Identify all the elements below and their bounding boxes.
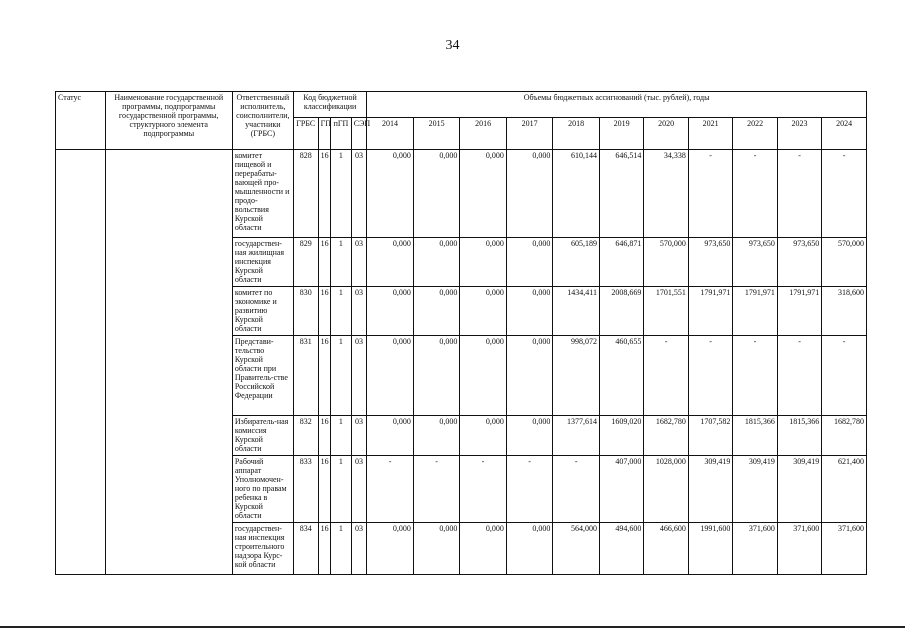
- code-cell: 1: [331, 238, 352, 287]
- value-cell: 0,000: [413, 287, 460, 336]
- code-cell: 16: [318, 238, 330, 287]
- value-cell: 0,000: [460, 336, 507, 416]
- value-cell: 371,600: [777, 523, 821, 575]
- value-cell: 1028,000: [644, 456, 688, 523]
- value-cell: -: [553, 456, 600, 523]
- value-cell: 0,000: [367, 416, 414, 456]
- executor-cell: Представи-тельство Курской области при Правитель-стве Российской Федерации: [232, 336, 293, 416]
- value-cell: 34,338: [644, 150, 688, 238]
- value-cell: 998,072: [553, 336, 600, 416]
- value-cell: 0,000: [413, 150, 460, 238]
- value-cell: 1701,551: [644, 287, 688, 336]
- value-cell: 1815,366: [777, 416, 821, 456]
- header-code-sep: СЭП: [351, 118, 367, 150]
- value-cell: 610,144: [553, 150, 600, 238]
- executor-cell: государствен-ная инспекция строительного надзора Курс-кой области: [232, 523, 293, 575]
- value-cell: 0,000: [413, 416, 460, 456]
- page-number: 34: [445, 38, 460, 53]
- value-cell: 407,000: [599, 456, 643, 523]
- value-cell: 0,000: [506, 523, 553, 575]
- code-cell: 833: [293, 456, 318, 523]
- code-cell: 16: [318, 336, 330, 416]
- code-cell: 03: [351, 150, 367, 238]
- value-cell: 0,000: [413, 238, 460, 287]
- value-cell: 1815,366: [733, 416, 777, 456]
- value-cell: 1791,971: [733, 287, 777, 336]
- header-code-grbs: ГРБС: [293, 118, 318, 150]
- value-cell: 0,000: [367, 336, 414, 416]
- header-year: 2020: [644, 118, 688, 150]
- value-cell: 466,600: [644, 523, 688, 575]
- value-cell: 494,600: [599, 523, 643, 575]
- code-cell: 03: [351, 523, 367, 575]
- code-cell: 16: [318, 416, 330, 456]
- code-cell: 1: [331, 416, 352, 456]
- value-cell: 1609,020: [599, 416, 643, 456]
- header-volume-group: Объемы бюджетных ассигнований (тыс. рублей), годы: [367, 92, 867, 118]
- header-year: 2021: [688, 118, 732, 150]
- code-cell: 830: [293, 287, 318, 336]
- code-cell: 1: [331, 456, 352, 523]
- value-cell: 0,000: [460, 523, 507, 575]
- code-cell: 03: [351, 238, 367, 287]
- code-cell: 834: [293, 523, 318, 575]
- code-cell: 828: [293, 150, 318, 238]
- value-cell: -: [777, 336, 821, 416]
- value-cell: 1791,971: [688, 287, 732, 336]
- code-cell: 16: [318, 456, 330, 523]
- value-cell: 973,650: [688, 238, 732, 287]
- value-cell: -: [460, 456, 507, 523]
- executor-cell: комитет по экономике и развитию Курской области: [232, 287, 293, 336]
- value-cell: 605,189: [553, 238, 600, 287]
- value-cell: 570,000: [644, 238, 688, 287]
- table-row: [56, 150, 867, 238]
- executor-cell: комитет пищевой и перерабаты-вающей про-мышленности и продо-вольствия Курской области: [232, 150, 293, 238]
- value-cell: 0,000: [506, 238, 553, 287]
- budget-table: [55, 91, 867, 575]
- value-cell: 0,000: [460, 416, 507, 456]
- value-cell: 646,871: [599, 238, 643, 287]
- value-cell: 0,000: [367, 150, 414, 238]
- executor-cell: Рабочий аппарат Уполномочен-ного по правам ребенка в Курской области: [232, 456, 293, 523]
- value-cell: 371,600: [822, 523, 867, 575]
- header-code-gp: ГП: [318, 118, 330, 150]
- value-cell: 0,000: [506, 287, 553, 336]
- status-cell: [56, 150, 106, 575]
- value-cell: 1707,582: [688, 416, 732, 456]
- value-cell: 973,650: [733, 238, 777, 287]
- header-code-pgp: пГП: [331, 118, 352, 150]
- value-cell: -: [688, 336, 732, 416]
- value-cell: 309,419: [688, 456, 732, 523]
- executor-cell: Избиратель-ная комиссия Курской области: [232, 416, 293, 456]
- header-year: 2023: [777, 118, 821, 150]
- header-year: 2016: [460, 118, 507, 150]
- value-cell: -: [733, 150, 777, 238]
- header-year: 2017: [506, 118, 553, 150]
- value-cell: 0,000: [367, 287, 414, 336]
- code-cell: 832: [293, 416, 318, 456]
- value-cell: 0,000: [413, 523, 460, 575]
- value-cell: 973,650: [777, 238, 821, 287]
- value-cell: 0,000: [367, 523, 414, 575]
- value-cell: -: [688, 150, 732, 238]
- code-cell: 03: [351, 416, 367, 456]
- value-cell: 2008,669: [599, 287, 643, 336]
- value-cell: 371,600: [733, 523, 777, 575]
- code-cell: 1: [331, 287, 352, 336]
- header-code-group: Код бюджетной классификации: [293, 92, 366, 118]
- value-cell: 1791,971: [777, 287, 821, 336]
- value-cell: 1434,411: [553, 287, 600, 336]
- value-cell: 0,000: [460, 150, 507, 238]
- value-cell: 0,000: [413, 336, 460, 416]
- value-cell: 1991,600: [688, 523, 732, 575]
- value-cell: -: [777, 150, 821, 238]
- header-year: 2018: [553, 118, 600, 150]
- header-year: 2014: [367, 118, 414, 150]
- header-year: 2024: [822, 118, 867, 150]
- value-cell: -: [644, 336, 688, 416]
- code-cell: 03: [351, 336, 367, 416]
- header-status: Статус: [56, 92, 106, 150]
- value-cell: 0,000: [506, 150, 553, 238]
- value-cell: 564,000: [553, 523, 600, 575]
- code-cell: 16: [318, 150, 330, 238]
- page-bottom-border: [0, 626, 905, 628]
- value-cell: 0,000: [506, 416, 553, 456]
- program-name-cell: [105, 150, 232, 575]
- header-year: 2019: [599, 118, 643, 150]
- value-cell: -: [822, 150, 867, 238]
- value-cell: -: [822, 336, 867, 416]
- value-cell: 0,000: [367, 238, 414, 287]
- code-cell: 1: [331, 150, 352, 238]
- value-cell: 1682,780: [644, 416, 688, 456]
- header-year: 2015: [413, 118, 460, 150]
- value-cell: -: [413, 456, 460, 523]
- code-cell: 1: [331, 523, 352, 575]
- code-cell: 03: [351, 287, 367, 336]
- header-program-name: Наименование государственной программы, подпрограммы государственной программы, структурного элемента подпрограммы: [105, 92, 232, 150]
- value-cell: -: [506, 456, 553, 523]
- value-cell: 646,514: [599, 150, 643, 238]
- value-cell: 0,000: [506, 336, 553, 416]
- value-cell: 318,600: [822, 287, 867, 336]
- value-cell: -: [367, 456, 414, 523]
- code-cell: 829: [293, 238, 318, 287]
- header-executor: Ответственный исполнитель, соисполнители, участники (ГРБС): [232, 92, 293, 150]
- value-cell: 621,400: [822, 456, 867, 523]
- code-cell: 03: [351, 456, 367, 523]
- value-cell: 0,000: [460, 287, 507, 336]
- code-cell: 16: [318, 287, 330, 336]
- value-cell: 570,000: [822, 238, 867, 287]
- executor-cell: государствен-ная жилищная инспекция Курской области: [232, 238, 293, 287]
- value-cell: 1377,614: [553, 416, 600, 456]
- code-cell: 1: [331, 336, 352, 416]
- value-cell: -: [733, 336, 777, 416]
- value-cell: 309,419: [733, 456, 777, 523]
- header-year: 2022: [733, 118, 777, 150]
- value-cell: 0,000: [460, 238, 507, 287]
- code-cell: 831: [293, 336, 318, 416]
- value-cell: 309,419: [777, 456, 821, 523]
- value-cell: 1682,780: [822, 416, 867, 456]
- value-cell: 460,655: [599, 336, 643, 416]
- code-cell: 16: [318, 523, 330, 575]
